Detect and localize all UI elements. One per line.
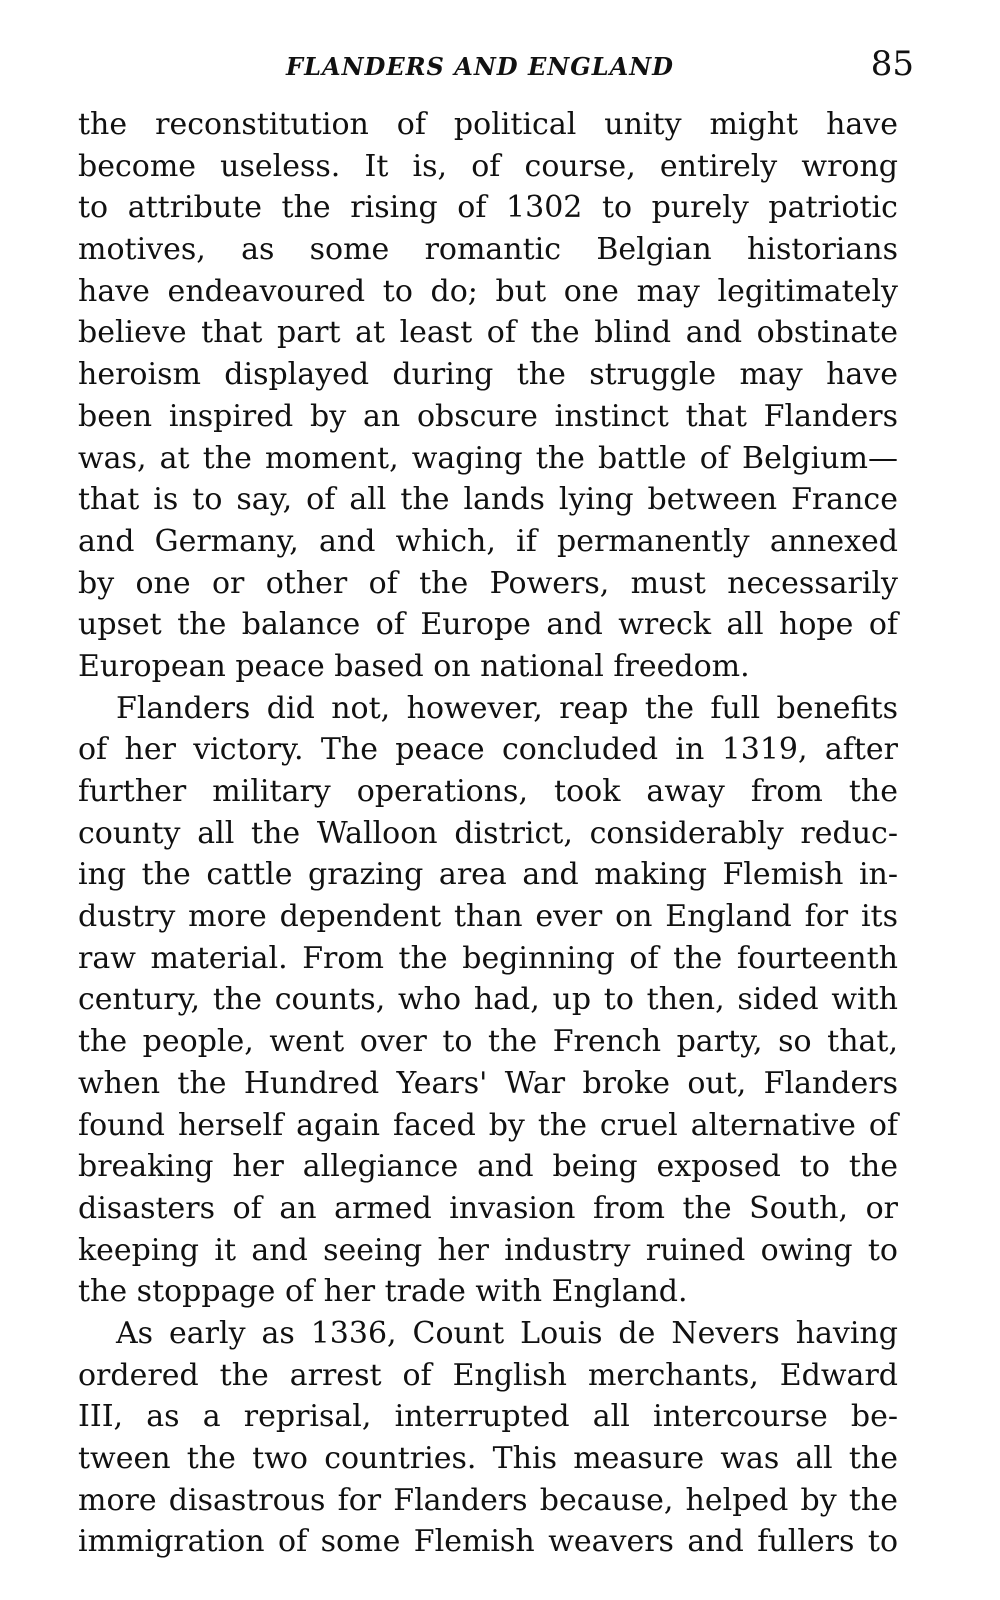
text-line: to attribute the rising of 1302 to purely patriotic bbox=[78, 190, 898, 226]
text-line: disasters of an armed invasion from the South, or bbox=[78, 1190, 898, 1226]
text-line: become useless. It is, of course, entirely wrong bbox=[78, 148, 898, 184]
text-line: have endeavoured to do; but one may legitimately bbox=[78, 273, 898, 309]
text-line: further military operations, took away from the bbox=[78, 774, 898, 809]
text-line: found herself again faced by the cruel alternative of bbox=[78, 1107, 898, 1143]
running-title: FLANDERS AND ENGLAND bbox=[286, 52, 674, 81]
text-line: by one or other of the Powers, must necessarily bbox=[78, 565, 898, 601]
text-line: ing the cattle grazing area and making Flemish in- bbox=[78, 857, 898, 893]
text-line: heroism displayed during the struggle may have bbox=[78, 357, 898, 393]
text-line: III, as a reprisal, interrupted all intercourse be- bbox=[78, 1399, 898, 1435]
text-line: more disastrous for Flanders because, helped by the bbox=[78, 1482, 898, 1518]
text-line: immigration of some Flemish weavers and fullers to bbox=[78, 1524, 898, 1560]
text-line: As early as 1336, Count Louis de Nevers having bbox=[116, 1315, 898, 1351]
text-line: when the Hundred Years' War broke out, Flanders bbox=[78, 1065, 898, 1101]
text-line: dustry more dependent than ever on England for its bbox=[78, 899, 898, 935]
text-line: ordered the arrest of English merchants, Edward bbox=[78, 1357, 898, 1393]
text-line: raw material. From the beginning of the fourteenth bbox=[78, 940, 898, 976]
text-line: tween the two countries. This measure was all the bbox=[78, 1441, 898, 1476]
text-line: county all the Walloon district, considerably reduc- bbox=[78, 815, 898, 851]
text-line: motives, as some romantic Belgian historians bbox=[78, 232, 898, 268]
paragraph-3 bbox=[78, 1313, 898, 1563]
text-line: keeping it and seeing her industry ruined owing to bbox=[78, 1232, 898, 1268]
body-text bbox=[78, 104, 898, 1563]
paragraph-1 bbox=[78, 104, 898, 688]
text-line: Flanders did not, however, reap the full benefits bbox=[116, 690, 898, 726]
text-line: been inspired by an obscure instinct that Flanders bbox=[78, 398, 898, 434]
text-line: and Germany, and which, if permanently annexed bbox=[78, 523, 898, 559]
text-line: was, at the moment, waging the battle of Belgium— bbox=[78, 440, 898, 476]
text-line: European peace based on national freedom. bbox=[78, 648, 750, 684]
text-line: breaking her allegiance and being exposed to the bbox=[78, 1149, 898, 1185]
text-line: the people, went over to the French party, so that, bbox=[78, 1024, 898, 1060]
text-line: the reconstitution of political unity might have bbox=[78, 107, 898, 142]
text-line: the stoppage of her trade with England. bbox=[78, 1274, 688, 1310]
text-line: believe that part at least of the blind and obstinate bbox=[78, 315, 898, 351]
text-line: that is to say, of all the lands lying between France bbox=[78, 482, 898, 518]
text-line: of her victory. The peace concluded in 1319, after bbox=[78, 732, 898, 768]
text-line: upset the balance of Europe and wreck all hope of bbox=[78, 607, 898, 643]
page-number: 85 bbox=[870, 44, 914, 84]
paragraph-2 bbox=[78, 688, 898, 1313]
text-line: century, the counts, who had, up to then, sided with bbox=[78, 982, 898, 1018]
